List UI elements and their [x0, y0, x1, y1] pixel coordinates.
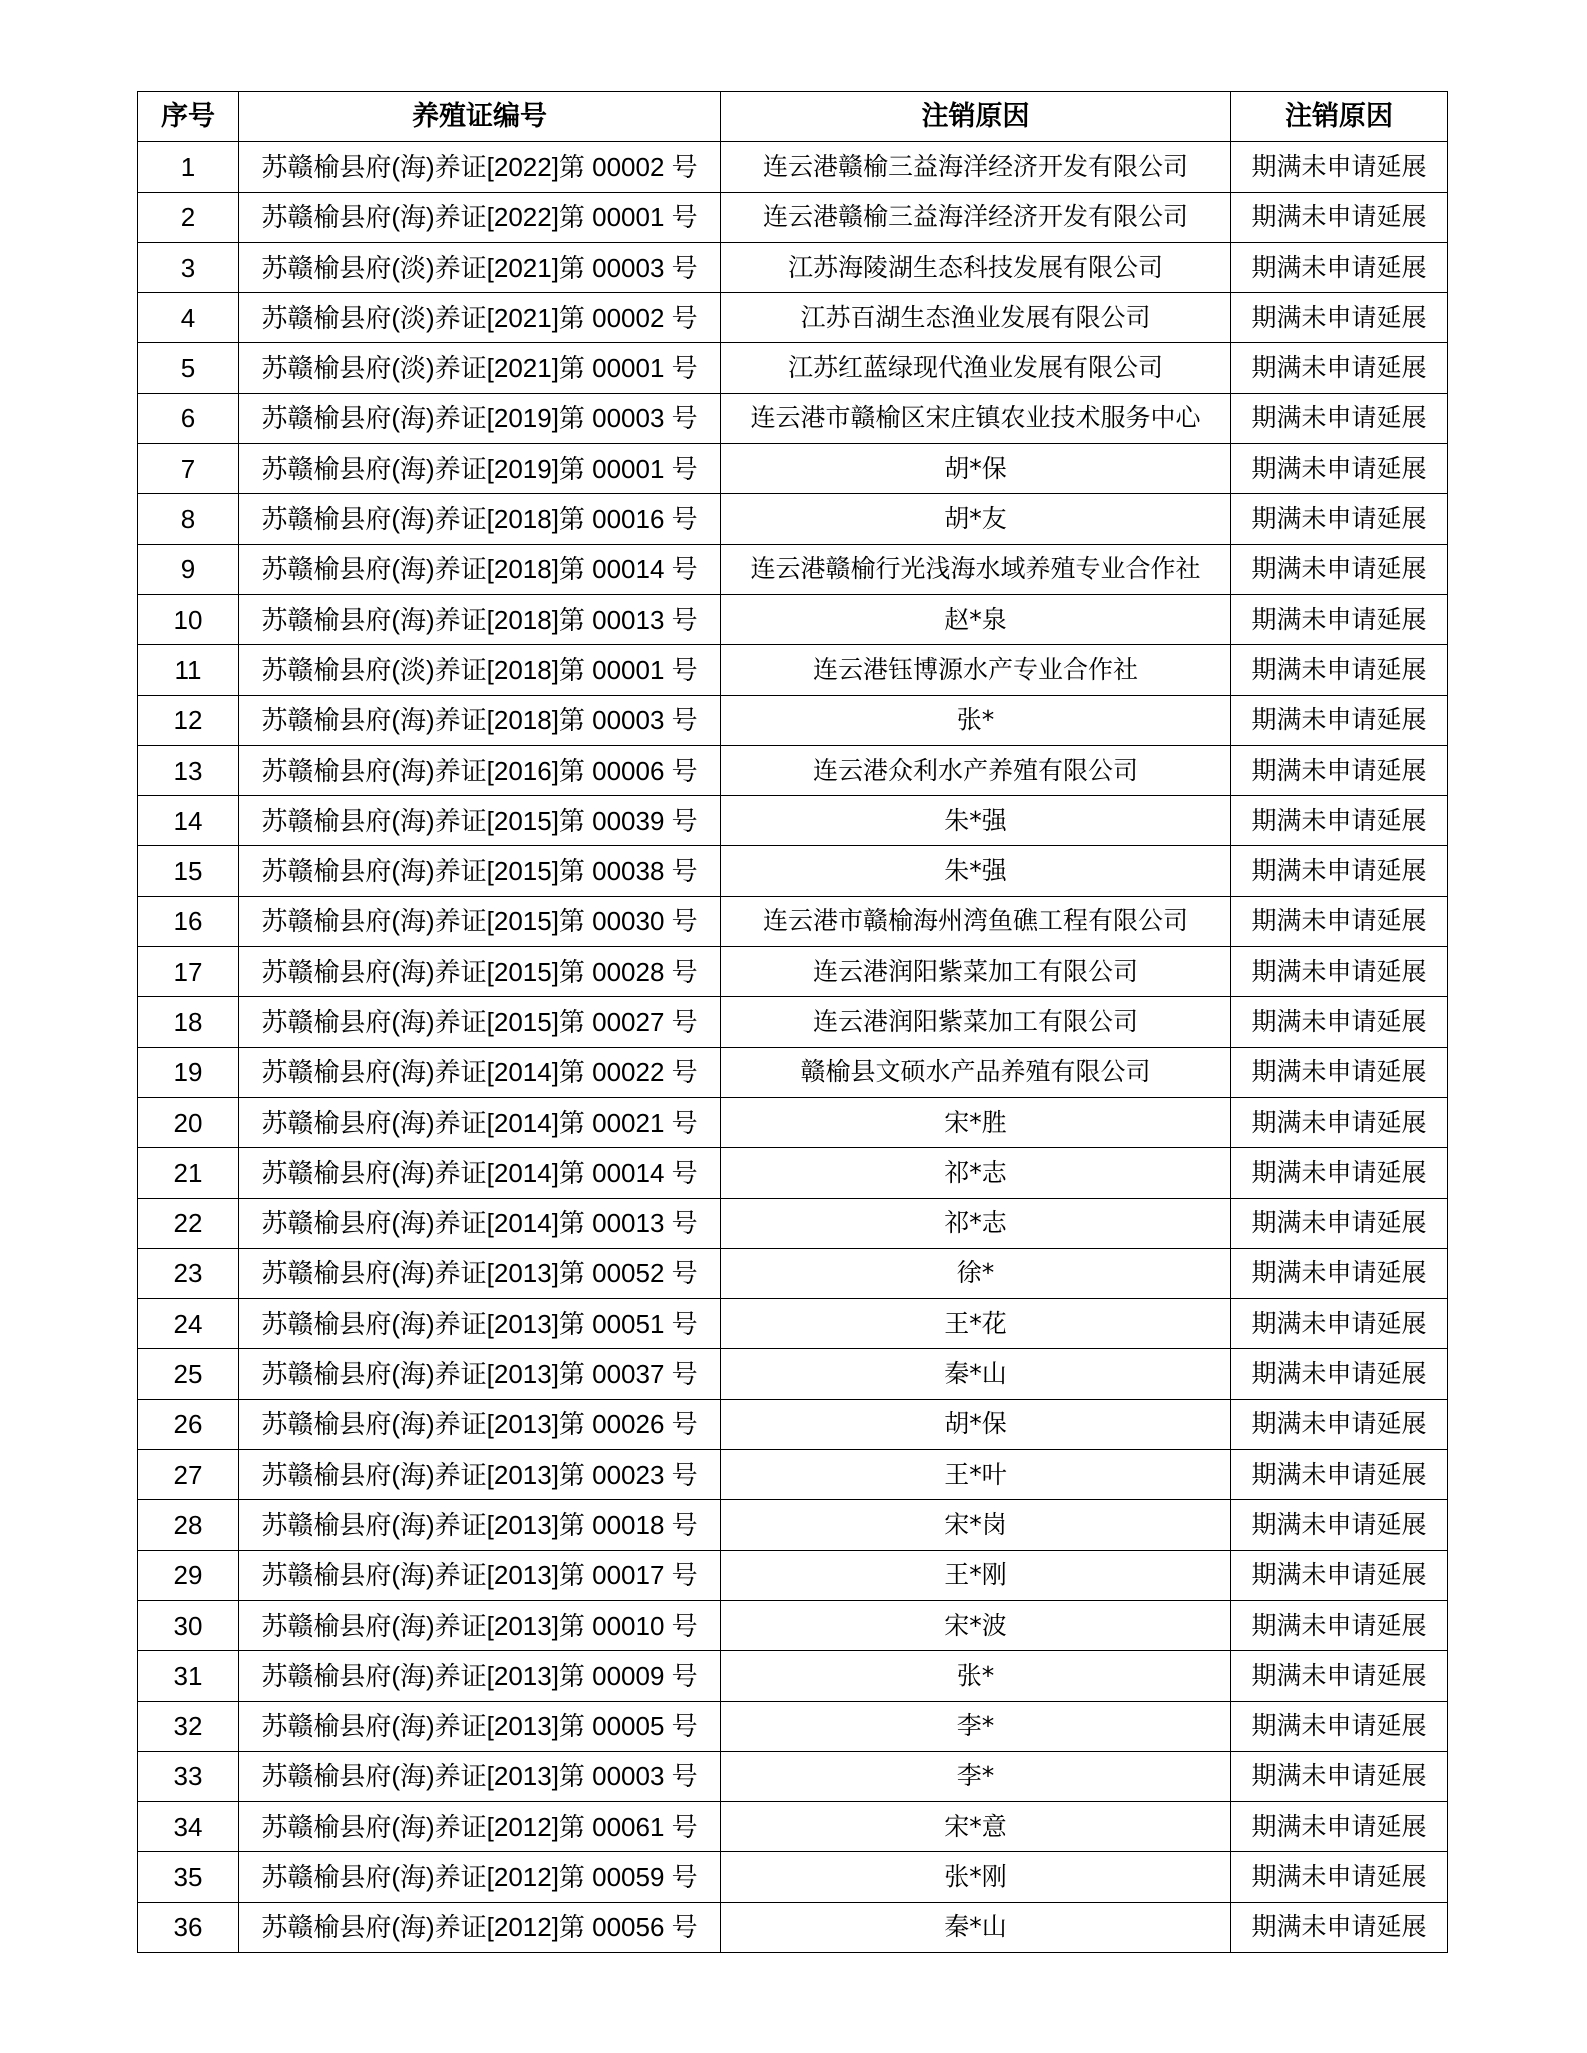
cell-license-number: 苏赣榆县府(海)养证[2016]第 00006 号: [239, 745, 721, 795]
table-row: [138, 192, 1448, 242]
cell-cancel-reason: 期满未申请延展: [1231, 1148, 1448, 1198]
table-row: [138, 1701, 1448, 1751]
cell-holder: 王*叶: [721, 1450, 1231, 1500]
cell-index: 12: [138, 695, 239, 745]
cell-cancel-reason: 期满未申请延展: [1231, 846, 1448, 896]
cell-cancel-reason: 期满未申请延展: [1231, 1802, 1448, 1852]
cell-index: 1: [138, 142, 239, 192]
table-row: [138, 1802, 1448, 1852]
table-row: [138, 1450, 1448, 1500]
cell-index: 20: [138, 1097, 239, 1147]
table-row: [138, 1600, 1448, 1650]
cell-license-number: 苏赣榆县府(海)养证[2019]第 00001 号: [239, 444, 721, 494]
table-row: [138, 1349, 1448, 1399]
table-row: [138, 1651, 1448, 1701]
cell-holder: 张*: [721, 1651, 1231, 1701]
cell-holder: 秦*山: [721, 1902, 1231, 1952]
cell-index: 18: [138, 997, 239, 1047]
cell-license-number: 苏赣榆县府(海)养证[2014]第 00014 号: [239, 1148, 721, 1198]
cell-license-number: 苏赣榆县府(海)养证[2013]第 00009 号: [239, 1651, 721, 1701]
cell-index: 11: [138, 645, 239, 695]
cell-holder: 连云港赣榆三益海洋经济开发有限公司: [721, 192, 1231, 242]
cell-index: 23: [138, 1248, 239, 1298]
header-license-number: 养殖证编号: [239, 92, 721, 142]
cell-cancel-reason: 期满未申请延展: [1231, 1097, 1448, 1147]
cell-license-number: 苏赣榆县府(海)养证[2013]第 00005 号: [239, 1701, 721, 1751]
table-row: [138, 393, 1448, 443]
cell-holder: 张*刚: [721, 1852, 1231, 1902]
cell-cancel-reason: 期满未申请延展: [1231, 1902, 1448, 1952]
table-row: [138, 645, 1448, 695]
cell-index: 8: [138, 494, 239, 544]
cell-license-number: 苏赣榆县府(淡)养证[2021]第 00002 号: [239, 293, 721, 343]
cell-cancel-reason: 期满未申请延展: [1231, 796, 1448, 846]
table-body: [138, 142, 1448, 1953]
cell-index: 4: [138, 293, 239, 343]
cell-index: 36: [138, 1902, 239, 1952]
cell-cancel-reason: 期满未申请延展: [1231, 544, 1448, 594]
cell-index: 7: [138, 444, 239, 494]
cell-index: 19: [138, 1047, 239, 1097]
header-cancel-reason: 注销原因: [1231, 92, 1448, 142]
cell-license-number: 苏赣榆县府(海)养证[2013]第 00010 号: [239, 1600, 721, 1650]
table-row: [138, 242, 1448, 292]
cell-holder: 胡*保: [721, 1399, 1231, 1449]
cell-cancel-reason: 期满未申请延展: [1231, 393, 1448, 443]
cell-license-number: 苏赣榆县府(淡)养证[2021]第 00003 号: [239, 242, 721, 292]
cell-license-number: 苏赣榆县府(海)养证[2013]第 00003 号: [239, 1751, 721, 1801]
cell-index: 15: [138, 846, 239, 896]
cell-license-number: 苏赣榆县府(海)养证[2013]第 00017 号: [239, 1550, 721, 1600]
cell-holder: 李*: [721, 1751, 1231, 1801]
table-row: [138, 846, 1448, 896]
table-row: [138, 896, 1448, 946]
cell-holder: 胡*保: [721, 444, 1231, 494]
cell-license-number: 苏赣榆县府(海)养证[2015]第 00027 号: [239, 997, 721, 1047]
cell-cancel-reason: 期满未申请延展: [1231, 1701, 1448, 1751]
table-row: [138, 1148, 1448, 1198]
cell-cancel-reason: 期满未申请延展: [1231, 1399, 1448, 1449]
cell-license-number: 苏赣榆县府(海)养证[2013]第 00051 号: [239, 1299, 721, 1349]
cell-cancel-reason: 期满未申请延展: [1231, 947, 1448, 997]
cell-holder: 连云港钰博源水产专业合作社: [721, 645, 1231, 695]
table-row: [138, 997, 1448, 1047]
cell-holder: 连云港市赣榆区宋庄镇农业技术服务中心: [721, 393, 1231, 443]
cell-cancel-reason: 期满未申请延展: [1231, 1852, 1448, 1902]
cell-cancel-reason: 期满未申请延展: [1231, 1550, 1448, 1600]
table-row: [138, 494, 1448, 544]
table-row: [138, 1852, 1448, 1902]
cell-holder: 连云港赣榆三益海洋经济开发有限公司: [721, 142, 1231, 192]
cell-holder: 连云港市赣榆海州湾鱼礁工程有限公司: [721, 896, 1231, 946]
cell-license-number: 苏赣榆县府(海)养证[2018]第 00013 号: [239, 594, 721, 644]
cell-holder: 江苏海陵湖生态科技发展有限公司: [721, 242, 1231, 292]
cell-cancel-reason: 期满未申请延展: [1231, 293, 1448, 343]
cell-index: 14: [138, 796, 239, 846]
cell-index: 10: [138, 594, 239, 644]
cell-index: 16: [138, 896, 239, 946]
cell-holder: 江苏红蓝绿现代渔业发展有限公司: [721, 343, 1231, 393]
cell-cancel-reason: 期满未申请延展: [1231, 997, 1448, 1047]
cell-holder: 胡*友: [721, 494, 1231, 544]
cell-license-number: 苏赣榆县府(海)养证[2014]第 00021 号: [239, 1097, 721, 1147]
table-row: [138, 142, 1448, 192]
cell-license-number: 苏赣榆县府(淡)养证[2021]第 00001 号: [239, 343, 721, 393]
table-row: [138, 1248, 1448, 1298]
header-index: 序号: [138, 92, 239, 142]
cell-license-number: 苏赣榆县府(海)养证[2019]第 00003 号: [239, 393, 721, 443]
cell-cancel-reason: 期满未申请延展: [1231, 444, 1448, 494]
cell-license-number: 苏赣榆县府(海)养证[2012]第 00056 号: [239, 1902, 721, 1952]
cell-cancel-reason: 期满未申请延展: [1231, 343, 1448, 393]
cell-holder: 赵*泉: [721, 594, 1231, 644]
cell-license-number: 苏赣榆县府(淡)养证[2018]第 00001 号: [239, 645, 721, 695]
cell-index: 5: [138, 343, 239, 393]
cell-holder: 朱*强: [721, 846, 1231, 896]
cell-index: 29: [138, 1550, 239, 1600]
cell-cancel-reason: 期满未申请延展: [1231, 242, 1448, 292]
cell-holder: 宋*胜: [721, 1097, 1231, 1147]
cell-index: 2: [138, 192, 239, 242]
table-row: [138, 695, 1448, 745]
cell-holder: 连云港众利水产养殖有限公司: [721, 745, 1231, 795]
cell-license-number: 苏赣榆县府(海)养证[2012]第 00061 号: [239, 1802, 721, 1852]
table-row: [138, 1751, 1448, 1801]
cell-index: 25: [138, 1349, 239, 1399]
cell-cancel-reason: 期满未申请延展: [1231, 192, 1448, 242]
cell-holder: 宋*波: [721, 1600, 1231, 1650]
cell-holder: 江苏百湖生态渔业发展有限公司: [721, 293, 1231, 343]
cell-index: 28: [138, 1500, 239, 1550]
cell-holder: 徐*: [721, 1248, 1231, 1298]
cell-cancel-reason: 期满未申请延展: [1231, 1198, 1448, 1248]
document-page: [137, 91, 1447, 1953]
cell-holder: 连云港润阳紫菜加工有限公司: [721, 997, 1231, 1047]
table-row: [138, 1299, 1448, 1349]
cell-license-number: 苏赣榆县府(海)养证[2022]第 00002 号: [239, 142, 721, 192]
cell-license-number: 苏赣榆县府(海)养证[2014]第 00013 号: [239, 1198, 721, 1248]
table-header: [138, 92, 1448, 142]
cell-license-number: 苏赣榆县府(海)养证[2013]第 00026 号: [239, 1399, 721, 1449]
cell-holder: 朱*强: [721, 796, 1231, 846]
table-row: [138, 745, 1448, 795]
cell-cancel-reason: 期满未申请延展: [1231, 1047, 1448, 1097]
cell-cancel-reason: 期满未申请延展: [1231, 494, 1448, 544]
cell-license-number: 苏赣榆县府(海)养证[2018]第 00016 号: [239, 494, 721, 544]
cell-index: 9: [138, 544, 239, 594]
header-row: [138, 92, 1448, 142]
cell-cancel-reason: 期满未申请延展: [1231, 1349, 1448, 1399]
table-row: [138, 544, 1448, 594]
cell-holder: 王*花: [721, 1299, 1231, 1349]
cell-holder: 秦*山: [721, 1349, 1231, 1399]
cell-cancel-reason: 期满未申请延展: [1231, 645, 1448, 695]
cell-cancel-reason: 期满未申请延展: [1231, 1450, 1448, 1500]
cell-holder: 李*: [721, 1701, 1231, 1751]
cell-index: 31: [138, 1651, 239, 1701]
table-row: [138, 1097, 1448, 1147]
table-row: [138, 444, 1448, 494]
cell-index: 30: [138, 1600, 239, 1650]
cell-index: 6: [138, 393, 239, 443]
cell-license-number: 苏赣榆县府(海)养证[2015]第 00039 号: [239, 796, 721, 846]
table-row: [138, 1399, 1448, 1449]
table-row: [138, 1550, 1448, 1600]
cell-cancel-reason: 期满未申请延展: [1231, 594, 1448, 644]
cell-license-number: 苏赣榆县府(海)养证[2013]第 00052 号: [239, 1248, 721, 1298]
cell-index: 34: [138, 1802, 239, 1852]
cell-license-number: 苏赣榆县府(海)养证[2018]第 00003 号: [239, 695, 721, 745]
table-row: [138, 796, 1448, 846]
cell-license-number: 苏赣榆县府(海)养证[2022]第 00001 号: [239, 192, 721, 242]
cell-index: 13: [138, 745, 239, 795]
cell-holder: 赣榆县文硕水产品养殖有限公司: [721, 1047, 1231, 1097]
cell-cancel-reason: 期满未申请延展: [1231, 1600, 1448, 1650]
cell-cancel-reason: 期满未申请延展: [1231, 142, 1448, 192]
cell-holder: 王*刚: [721, 1550, 1231, 1600]
cell-holder: 张*: [721, 695, 1231, 745]
cell-holder: 连云港赣榆行光浅海水域养殖专业合作社: [721, 544, 1231, 594]
cell-index: 22: [138, 1198, 239, 1248]
cell-license-number: 苏赣榆县府(海)养证[2012]第 00059 号: [239, 1852, 721, 1902]
cell-index: 21: [138, 1148, 239, 1198]
cell-index: 26: [138, 1399, 239, 1449]
cell-cancel-reason: 期满未申请延展: [1231, 896, 1448, 946]
cell-index: 17: [138, 947, 239, 997]
cell-cancel-reason: 期满未申请延展: [1231, 1248, 1448, 1298]
cell-index: 33: [138, 1751, 239, 1801]
header-holder: 注销原因: [721, 92, 1231, 142]
cell-license-number: 苏赣榆县府(海)养证[2015]第 00038 号: [239, 846, 721, 896]
table-row: [138, 1500, 1448, 1550]
cell-holder: 连云港润阳紫菜加工有限公司: [721, 947, 1231, 997]
cancellation-table: [137, 91, 1448, 1953]
table-row: [138, 343, 1448, 393]
cell-holder: 祁*志: [721, 1198, 1231, 1248]
cell-holder: 宋*意: [721, 1802, 1231, 1852]
cell-index: 35: [138, 1852, 239, 1902]
cell-license-number: 苏赣榆县府(海)养证[2015]第 00030 号: [239, 896, 721, 946]
table-row: [138, 1198, 1448, 1248]
table-row: [138, 594, 1448, 644]
cell-license-number: 苏赣榆县府(海)养证[2013]第 00037 号: [239, 1349, 721, 1399]
cell-cancel-reason: 期满未申请延展: [1231, 1651, 1448, 1701]
cell-license-number: 苏赣榆县府(海)养证[2018]第 00014 号: [239, 544, 721, 594]
table-row: [138, 1047, 1448, 1097]
cell-index: 24: [138, 1299, 239, 1349]
cell-license-number: 苏赣榆县府(海)养证[2013]第 00018 号: [239, 1500, 721, 1550]
cell-cancel-reason: 期满未申请延展: [1231, 1500, 1448, 1550]
cell-cancel-reason: 期满未申请延展: [1231, 695, 1448, 745]
cell-license-number: 苏赣榆县府(海)养证[2013]第 00023 号: [239, 1450, 721, 1500]
cell-index: 27: [138, 1450, 239, 1500]
cell-holder: 宋*岗: [721, 1500, 1231, 1550]
cell-cancel-reason: 期满未申请延展: [1231, 745, 1448, 795]
cell-license-number: 苏赣榆县府(海)养证[2014]第 00022 号: [239, 1047, 721, 1097]
cell-holder: 祁*志: [721, 1148, 1231, 1198]
table-row: [138, 947, 1448, 997]
cell-index: 32: [138, 1701, 239, 1751]
cell-cancel-reason: 期满未申请延展: [1231, 1751, 1448, 1801]
table-row: [138, 1902, 1448, 1952]
cell-cancel-reason: 期满未申请延展: [1231, 1299, 1448, 1349]
cell-index: 3: [138, 242, 239, 292]
cell-license-number: 苏赣榆县府(海)养证[2015]第 00028 号: [239, 947, 721, 997]
table-row: [138, 293, 1448, 343]
